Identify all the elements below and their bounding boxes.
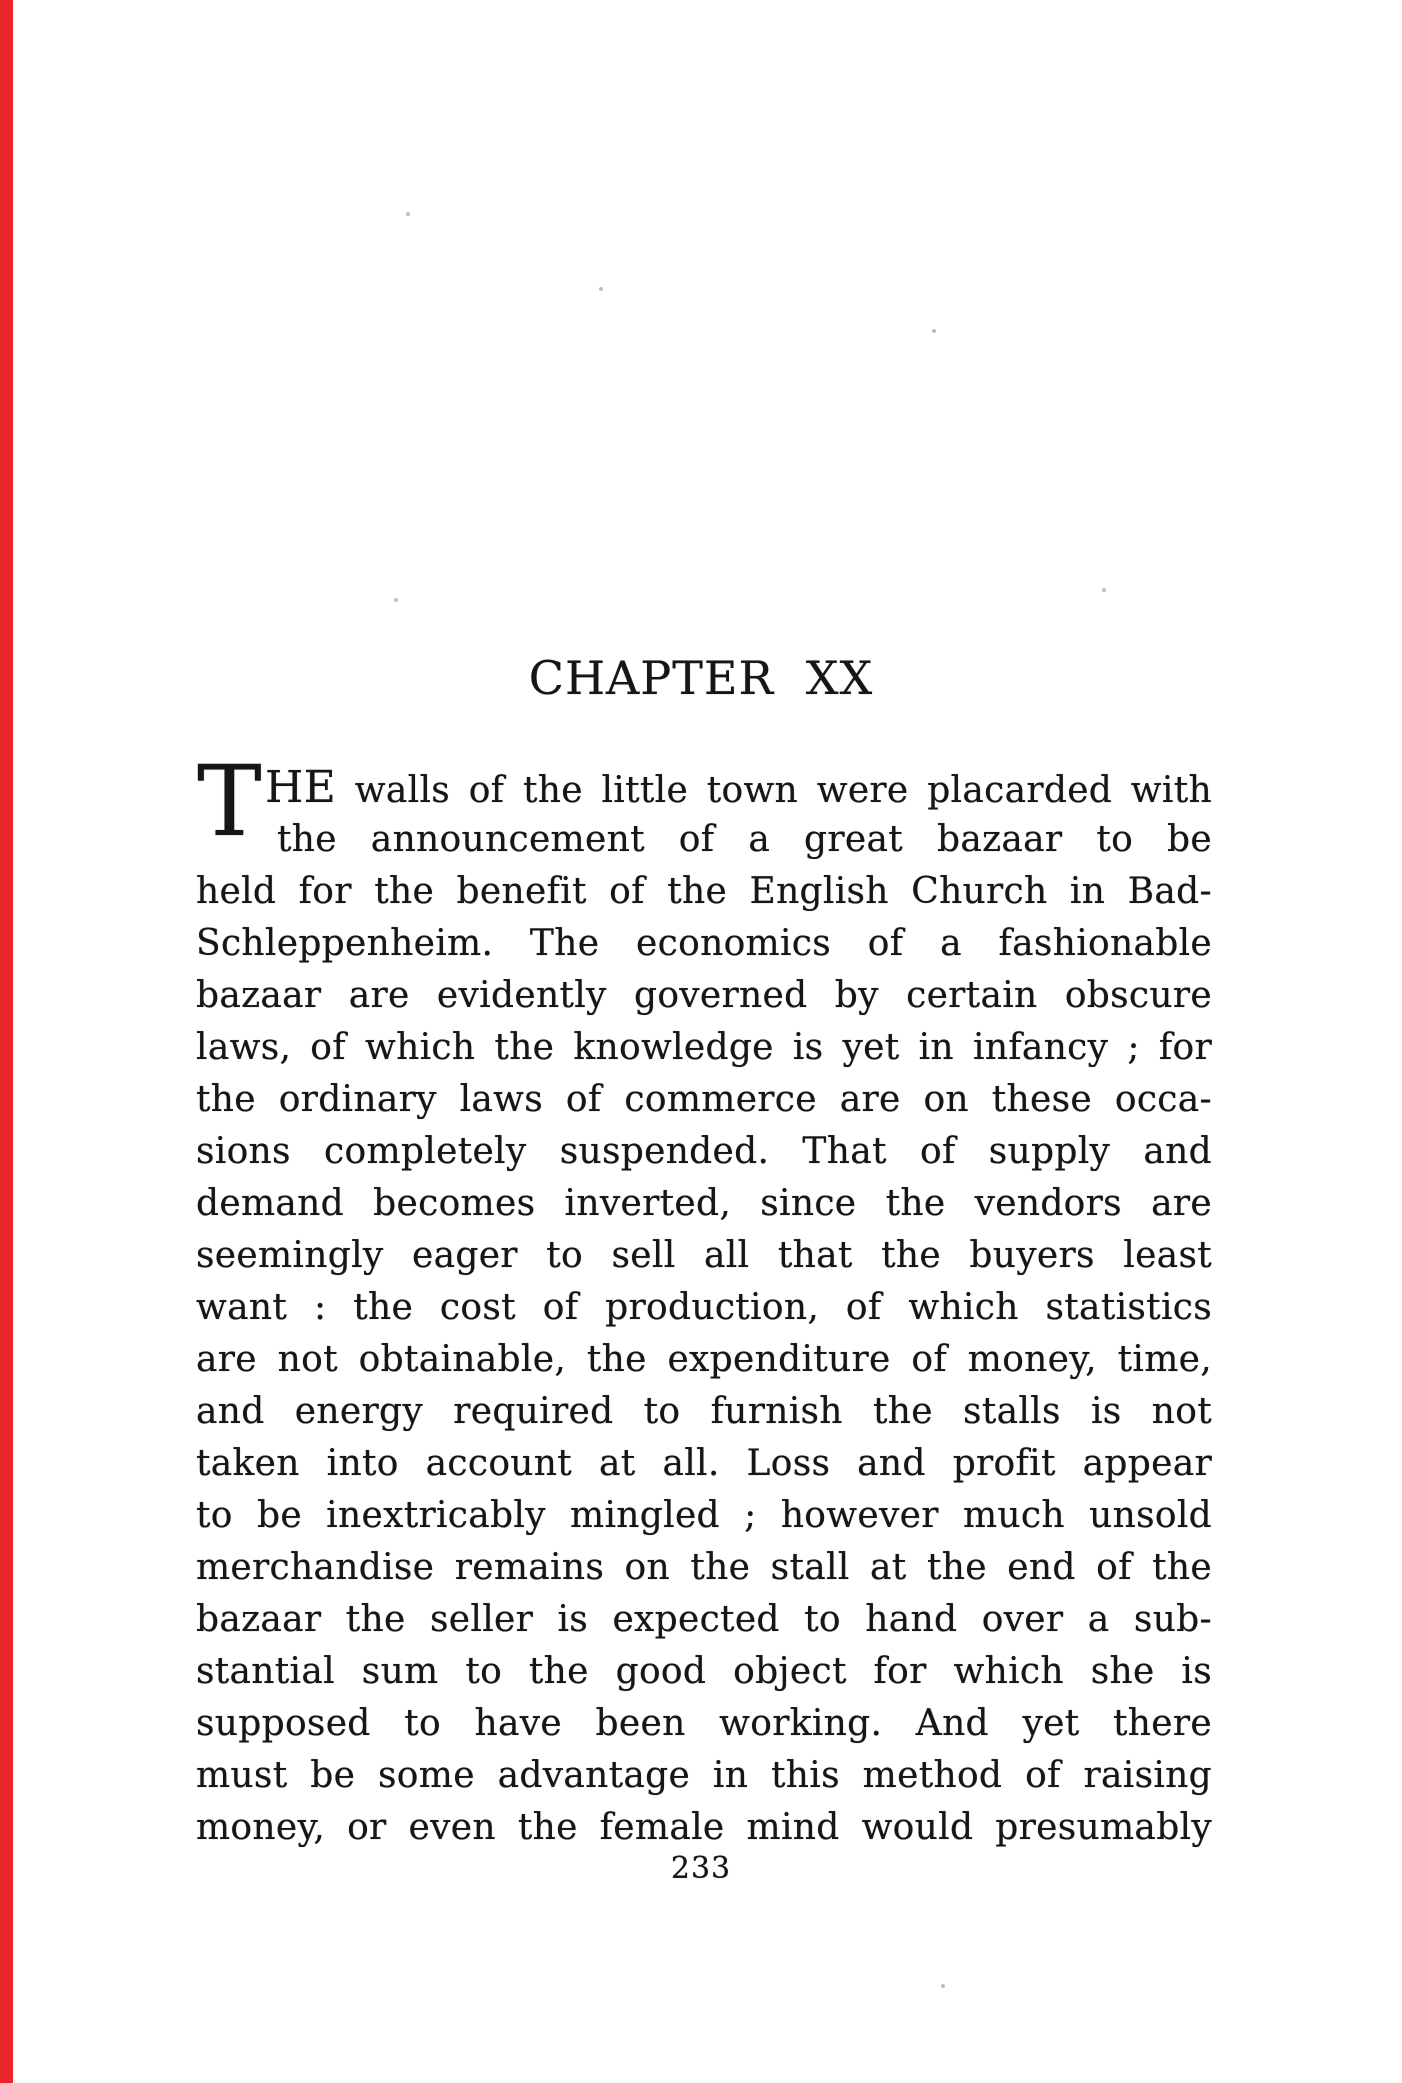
text-line: laws, of which the knowledge is yet in infancy ; for: [196, 1027, 1212, 1068]
text-line: bazaar are evidently governed by certain obscure: [196, 975, 1212, 1016]
text-line: [196, 762, 1212, 814]
text-line: merchandise remains on the stall at the end of the: [196, 1547, 1212, 1588]
ink-speck: [406, 212, 410, 216]
ink-speck: [1102, 588, 1106, 592]
ink-speck: [932, 329, 936, 333]
text-line: Schleppenheim. The economics of a fashionable: [196, 923, 1212, 964]
chapter-heading: CHAPTER XX: [528, 651, 874, 705]
page-number: 233: [670, 1851, 732, 1886]
text-line: are not obtainable, the expenditure of money, time,: [196, 1339, 1212, 1380]
text-line: the ordinary laws of commerce are on these occa-: [196, 1079, 1212, 1120]
text-line: must be some advantage in this method of raising: [196, 1755, 1212, 1796]
text-line: bazaar the seller is expected to hand over a sub-: [196, 1599, 1212, 1640]
ink-speck: [599, 287, 603, 291]
text-line: stantial sum to the good object for which she is: [196, 1651, 1212, 1692]
text-line: seemingly eager to sell all that the buyers least: [196, 1235, 1212, 1276]
text-line: supposed to have been working. And yet there: [196, 1703, 1212, 1744]
text-line: sions completely suspended. That of supply and: [196, 1131, 1212, 1172]
text-line: taken into account at all. Loss and profit appear: [196, 1443, 1212, 1484]
text-line: and energy required to furnish the stalls is not: [196, 1391, 1212, 1432]
line-text: walls of the little town were placarded with: [336, 770, 1212, 811]
red-edge-bar: [0, 0, 13, 2083]
text-line: to be inextricably mingled ; however much unsold: [196, 1495, 1212, 1536]
lead-in-caps: HE: [265, 762, 337, 813]
text-line: the announcement of a great bazaar to be: [277, 819, 1212, 860]
ink-speck: [394, 598, 398, 602]
paragraph: [196, 762, 1212, 1854]
text-line: held for the benefit of the English Church in Bad-: [196, 871, 1212, 912]
text-line: demand becomes inverted, since the vendors are: [196, 1183, 1212, 1224]
ink-speck: [941, 1984, 945, 1988]
text-line: money, or even the female mind would presumably: [196, 1807, 1212, 1848]
text-line: want : the cost of production, of which statistics: [196, 1287, 1212, 1328]
drop-cap: T: [197, 745, 262, 858]
